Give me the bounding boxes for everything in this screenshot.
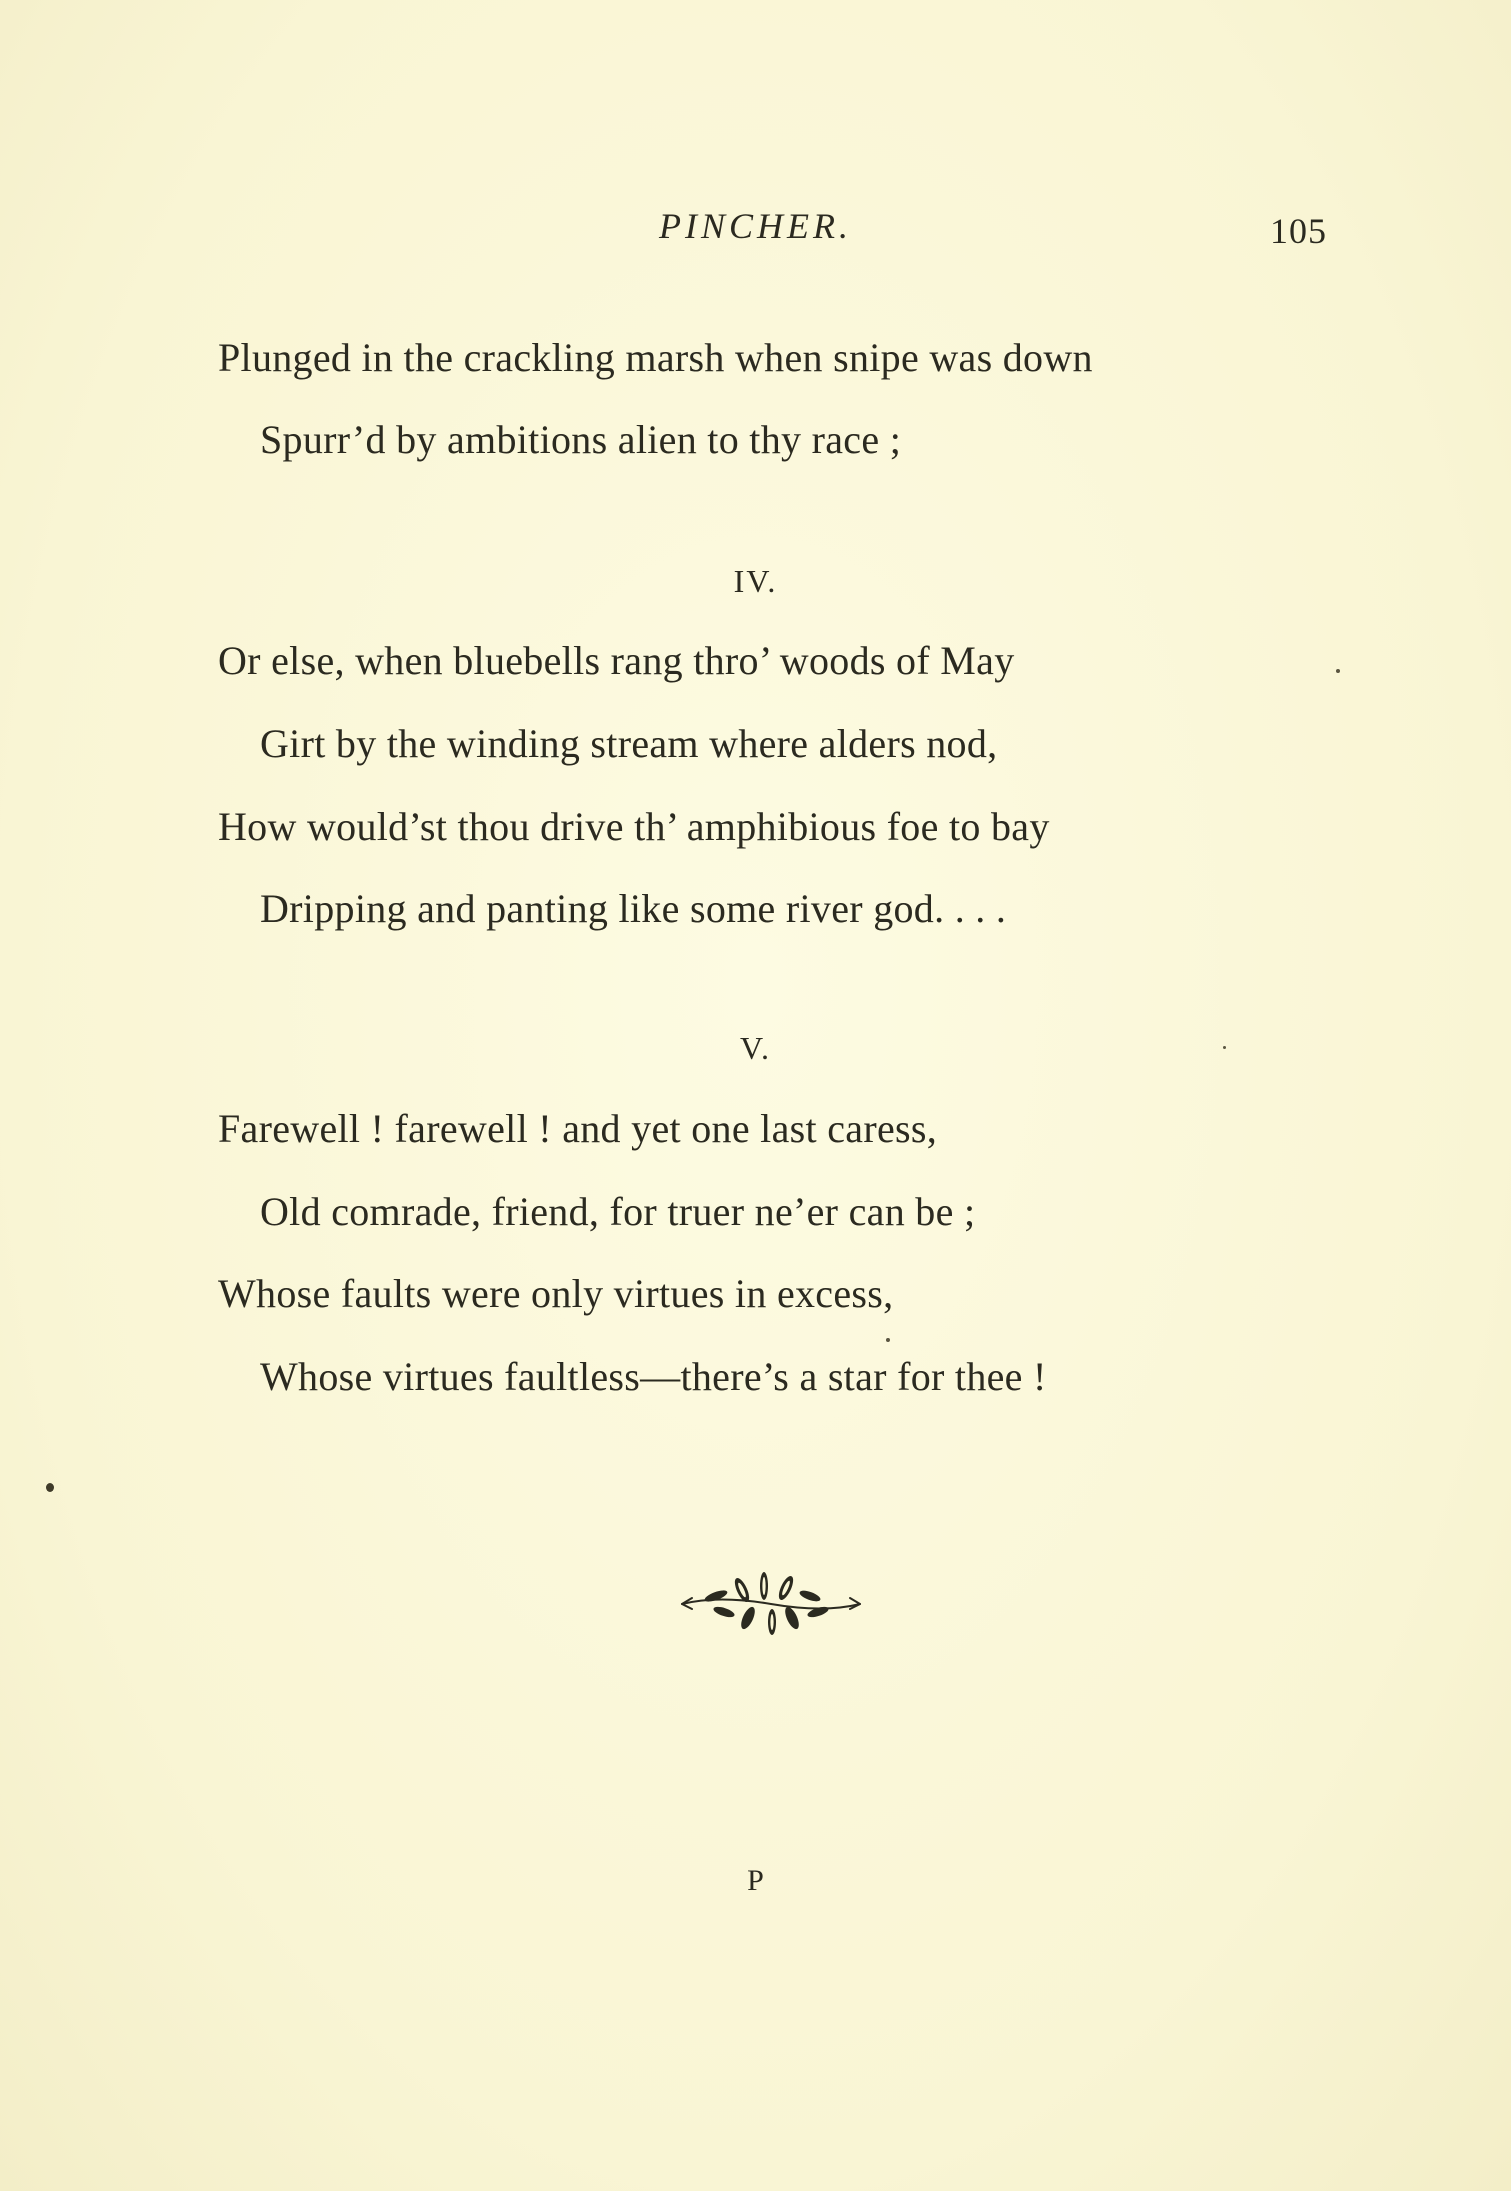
stanza-numeral: IV. — [733, 563, 778, 599]
poem-line: Girt by the winding stream where alders nod, — [260, 721, 998, 766]
poem-line: Old comrade, friend, for truer ne’er can be ; — [260, 1189, 976, 1234]
ink-speck — [46, 1483, 54, 1492]
poem-line: Plunged in the crackling marsh when snipe was down — [218, 335, 1093, 380]
poem-line: Spurr’d by ambitions alien to thy race ; — [260, 417, 902, 462]
running-title: PINCHER. — [659, 206, 852, 246]
poem-line: Whose virtues faultless—there’s a star for thee ! — [260, 1354, 1047, 1399]
ink-speck — [886, 1338, 890, 1342]
poem-line: Dripping and panting like some river god. . . . — [260, 886, 1007, 931]
ink-speck — [1336, 669, 1340, 673]
poem-line: How would’st thou drive th’ amphibious foe to bay — [218, 804, 1050, 849]
signature-mark: P — [747, 1864, 764, 1897]
poem-line: Farewell ! farewell ! and yet one last caress, — [218, 1106, 938, 1151]
leaf-spray-ornament-icon — [676, 1568, 866, 1638]
stanza-numeral: V. — [740, 1030, 771, 1066]
poem-line: Whose faults were only virtues in excess, — [218, 1271, 894, 1316]
page-number: 105 — [1270, 211, 1327, 251]
ink-speck — [1223, 1046, 1226, 1049]
poem-line: Or else, when bluebells rang thro’ woods of May — [218, 638, 1015, 683]
